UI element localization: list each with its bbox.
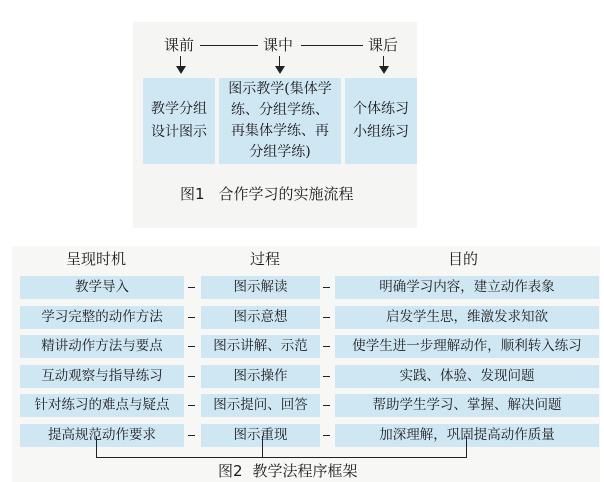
figure2-caption-number: 图2	[218, 462, 243, 480]
box-in-class	[219, 78, 341, 164]
box-line: 再集体学练、再	[231, 123, 329, 139]
purpose-cell: 明确学习内容，建立动作表象	[335, 276, 599, 299]
header-purpose: 目的	[448, 250, 479, 268]
timing-cell: 学习完整的动作方法	[20, 306, 184, 329]
connector-dash	[323, 405, 330, 406]
box-line: 个体练习	[353, 101, 409, 117]
phase-in-class: 课中	[263, 36, 294, 54]
timing-cell: 提高规范动作要求	[20, 424, 184, 447]
purpose-cell: 加深理解，巩固提高动作质量	[335, 424, 599, 447]
figure1-caption	[180, 183, 354, 204]
phase-connector-line	[200, 45, 258, 46]
phase-before-class: 课前	[164, 36, 195, 54]
arrow-down-icon	[176, 66, 186, 74]
purpose-cell: 帮助学生学习、掌握、解决问题	[335, 394, 599, 417]
figure1-caption-text: 合作学习的实施流程	[218, 185, 354, 203]
purpose-cell: 使学生进一步理解动作，顺利转入练习	[335, 335, 599, 358]
connector-dash	[188, 287, 195, 288]
timing-cell: 精讲动作方法与要点	[20, 335, 184, 358]
phase-connector-line	[301, 45, 363, 46]
purpose-cell: 启发学生思，维激发求知欲	[335, 306, 599, 329]
timing-cell: 互动观察与指导练习	[20, 365, 184, 388]
timing-cell: 针对练习的难点与疑点	[20, 394, 184, 417]
bracket-right	[466, 436, 467, 458]
connector-dash	[323, 376, 330, 377]
purpose-cell: 实践、体验、发现问题	[335, 365, 599, 388]
bracket-middle	[262, 436, 263, 458]
box-line: 图示教学(集体学	[228, 81, 332, 97]
timing-cell: 教学导入	[20, 276, 184, 299]
process-cell: 图示讲解、示范	[201, 335, 320, 358]
box-line: 练、分组学练、	[231, 102, 329, 118]
header-process: 过程	[250, 250, 281, 268]
connector-dash	[323, 346, 330, 347]
process-cell: 图示提问、回答	[201, 394, 320, 417]
box-line: 设计图示	[151, 124, 207, 140]
box-line: 教学分组	[151, 101, 207, 117]
connector-dash	[188, 376, 195, 377]
box-after-class	[345, 78, 417, 164]
figure1-caption-number: 图1	[180, 185, 205, 203]
process-cell: 图示操作	[201, 365, 320, 388]
process-cell: 图示解读	[201, 276, 320, 299]
figure2-caption-text: 教学法程序框架	[252, 462, 358, 480]
process-cell: 图示重现	[201, 424, 320, 447]
process-cell: 图示意想	[201, 306, 320, 329]
arrow-down-icon	[379, 66, 389, 74]
bracket-bottom	[96, 457, 467, 458]
connector-dash	[188, 317, 195, 318]
connector-dash	[323, 287, 330, 288]
bracket-left	[96, 436, 97, 458]
box-before-class	[143, 78, 215, 164]
box-line: 分组学练)	[249, 144, 311, 160]
connector-dash	[188, 405, 195, 406]
header-timing: 呈现时机	[66, 250, 127, 268]
connector-dash	[323, 317, 330, 318]
phase-after-class: 课后	[368, 36, 399, 54]
figure2-caption	[218, 460, 358, 481]
connector-dash	[188, 346, 195, 347]
connector-dash	[188, 435, 195, 436]
connector-dash	[323, 435, 330, 436]
arrow-down-icon	[275, 66, 285, 74]
box-line: 小组练习	[353, 124, 409, 140]
